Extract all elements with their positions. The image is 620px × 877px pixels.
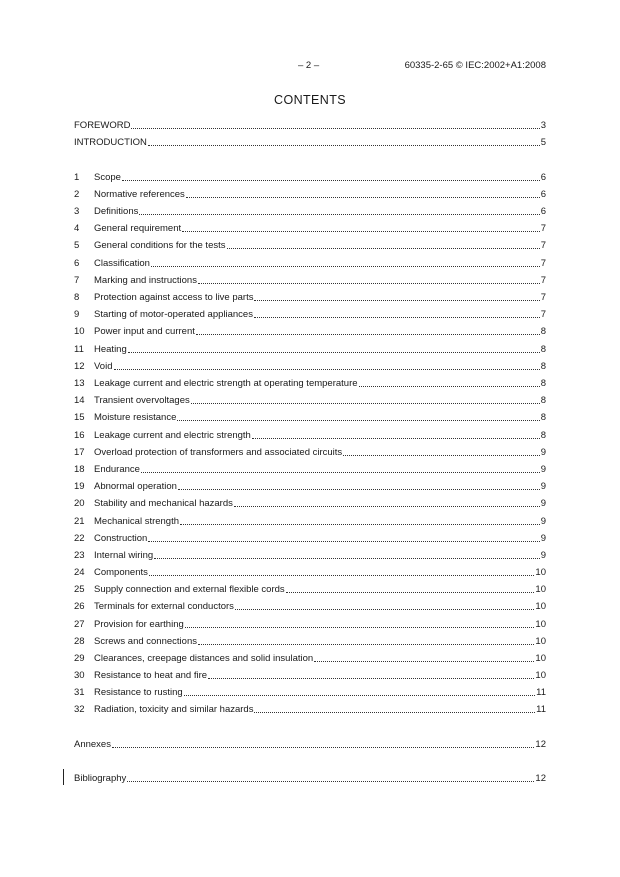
toc-entry-clause[interactable] [74, 702, 546, 716]
toc-page-number: 9 [540, 533, 546, 544]
toc-label: Overload protection of transformers and associated circuits [94, 447, 343, 458]
toc-page-number: 9 [540, 464, 546, 475]
toc-entry-clause[interactable] [74, 342, 546, 356]
toc-page-number: 6 [540, 172, 546, 183]
toc-label: Resistance to rusting [94, 687, 183, 698]
toc-page-number: 8 [540, 378, 546, 389]
toc-page-number: 7 [540, 223, 546, 234]
toc-page-number: 3 [540, 120, 546, 131]
toc-entry-clause[interactable] [74, 238, 546, 252]
toc-leader-dots [254, 300, 539, 301]
toc-label: Void [94, 361, 113, 372]
toc-leader-dots [186, 197, 540, 198]
toc-entry-clause[interactable] [74, 617, 546, 631]
toc-clause-number: 11 [74, 344, 84, 355]
toc-label: Marking and instructions [94, 275, 197, 286]
toc-entry-clause[interactable] [74, 256, 546, 270]
toc-page-number: 10 [535, 636, 546, 647]
toc-entry-clause[interactable] [74, 273, 546, 287]
toc-leader-dots [154, 558, 540, 559]
toc-page-number: 10 [535, 584, 546, 595]
toc-entry-clause[interactable] [74, 187, 546, 201]
toc-leader-dots [254, 317, 540, 318]
toc-label: Terminals for external conductors [94, 601, 234, 612]
toc-clause-number: 21 [74, 516, 85, 527]
toc-clause-number: 24 [74, 567, 85, 578]
toc-clause-number: 29 [74, 653, 85, 664]
toc-label: General conditions for the tests [94, 240, 226, 251]
toc-entry-clause[interactable] [74, 496, 546, 510]
toc-leader-dots [148, 145, 540, 146]
toc-clause-number: 10 [74, 326, 85, 337]
toc-label: Definitions [94, 206, 139, 217]
toc-leader-dots [184, 695, 535, 696]
toc-leader-dots [198, 283, 540, 284]
toc-page-number: 5 [540, 137, 546, 148]
toc-page-number: 11 [536, 687, 546, 698]
document-identifier: 60335-2-65 © IEC:2002+A1:2008 [404, 60, 546, 71]
toc-leader-dots [235, 609, 535, 610]
toc-page-number: 7 [540, 258, 546, 269]
toc-entry-clause[interactable] [74, 668, 546, 682]
toc-label: FOREWORD [74, 120, 131, 131]
toc-leader-dots [343, 455, 540, 456]
toc-page-number: 7 [540, 309, 546, 320]
toc-leader-dots [191, 403, 540, 404]
toc-clause-number: 25 [74, 584, 85, 595]
toc-page-number: 6 [540, 189, 546, 200]
toc-entry-clause[interactable] [74, 634, 546, 648]
toc-leader-dots [252, 438, 540, 439]
toc-page-number: 8 [540, 412, 546, 423]
toc-label: INTRODUCTION [74, 137, 147, 148]
toc-label: Radiation, toxicity and similar hazards [94, 704, 254, 715]
toc-entry-clause[interactable] [74, 651, 546, 665]
toc-leader-dots [127, 781, 534, 782]
toc-label: Screws and connections [94, 636, 197, 647]
toc-page-number: 10 [535, 567, 546, 578]
toc-entry-introduction[interactable] [74, 135, 546, 149]
toc-leader-dots [198, 644, 534, 645]
toc-label: Stability and mechanical hazards [94, 498, 233, 509]
toc-clause-number: 20 [74, 498, 85, 509]
toc-leader-dots [182, 231, 540, 232]
toc-label: General requirement [94, 223, 182, 234]
toc-entry-clause[interactable] [74, 531, 546, 545]
toc-entry-bibliography[interactable] [74, 771, 546, 785]
toc-clause-number: 26 [74, 601, 85, 612]
toc-leader-dots [180, 524, 540, 525]
toc-page-number: 12 [535, 739, 546, 750]
toc-leader-dots [234, 506, 540, 507]
toc-page-number: 8 [540, 344, 546, 355]
toc-clause-number: 6 [74, 258, 80, 269]
page-header [0, 60, 620, 74]
toc-leader-dots [314, 661, 534, 662]
toc-entry-clause[interactable] [74, 428, 546, 442]
toc-label: Power input and current [94, 326, 195, 337]
toc-page-number: 8 [540, 395, 546, 406]
toc-entry-foreword[interactable] [74, 118, 546, 132]
toc-label: Classification [94, 258, 150, 269]
toc-label: Heating [94, 344, 127, 355]
toc-entry-clause[interactable] [74, 204, 546, 218]
toc-page-number: 9 [540, 516, 546, 527]
toc-leader-dots [227, 248, 540, 249]
toc-label: Scope [94, 172, 121, 183]
toc-page-number: 9 [540, 447, 546, 458]
toc-clause-number: 9 [74, 309, 80, 320]
toc-page-number: 6 [540, 206, 546, 217]
toc-clause-number: 23 [74, 550, 85, 561]
toc-label: Mechanical strength [94, 516, 180, 527]
toc-leader-dots [196, 334, 540, 335]
toc-entry-clause[interactable] [74, 410, 546, 424]
contents-title: CONTENTS [274, 93, 346, 107]
toc-page-number: 9 [540, 481, 546, 492]
toc-entry-clause[interactable] [74, 599, 546, 613]
toc-entry-clause[interactable] [74, 359, 546, 373]
toc-entry-clause[interactable] [74, 565, 546, 579]
toc-label: Resistance to heat and fire [94, 670, 208, 681]
toc-page-number: 11 [536, 704, 546, 715]
toc-leader-dots [148, 541, 539, 542]
toc-entry-clause[interactable] [74, 170, 546, 184]
toc-entry-clause[interactable] [74, 376, 546, 390]
toc-page-number: 7 [540, 292, 546, 303]
toc-clause-number: 1 [74, 172, 80, 183]
toc-leader-dots [151, 266, 540, 267]
toc-label: Endurance [94, 464, 140, 475]
toc-label: Bibliography [74, 773, 127, 784]
toc-leader-dots [177, 420, 539, 421]
toc-leader-dots [254, 712, 535, 713]
toc-leader-dots [112, 747, 534, 748]
toc-entry-clause[interactable] [74, 462, 546, 476]
toc-entry-clause[interactable] [74, 445, 546, 459]
toc-clause-number: 5 [74, 240, 80, 251]
toc-clause-number: 15 [74, 412, 85, 423]
toc-leader-dots [286, 592, 535, 593]
toc-leader-dots [131, 128, 539, 129]
toc-entry-clause[interactable] [74, 324, 546, 338]
toc-label: Leakage current and electric strength at operating temperature [94, 378, 358, 389]
toc-clause-number: 7 [74, 275, 80, 286]
toc-clause-number: 4 [74, 223, 80, 234]
toc-leader-dots [128, 352, 540, 353]
toc-clause-number: 28 [74, 636, 85, 647]
toc-clause-number: 3 [74, 206, 80, 217]
page-number: – 2 – [298, 60, 320, 71]
toc-page-number: 8 [540, 430, 546, 441]
toc-clause-number: 19 [74, 481, 85, 492]
toc-leader-dots [141, 472, 540, 473]
toc-label: Abnormal operation [94, 481, 177, 492]
toc-label: Starting of motor-operated appliances [94, 309, 253, 320]
toc-page-number: 10 [535, 653, 546, 664]
toc-entry-clause[interactable] [74, 290, 546, 304]
toc-page-number: 8 [540, 361, 546, 372]
toc-page-number: 12 [535, 773, 546, 784]
toc-leader-dots [114, 369, 540, 370]
toc-clause-number: 22 [74, 533, 85, 544]
toc-leader-dots [122, 180, 540, 181]
toc-page-number: 8 [540, 326, 546, 337]
toc-leader-dots [359, 386, 540, 387]
toc-page-number: 10 [535, 601, 546, 612]
toc-label: Supply connection and external flexible cords [94, 584, 285, 595]
toc-leader-dots [178, 489, 540, 490]
toc-entry-clause[interactable] [74, 479, 546, 493]
toc-label: Transient overvoltages [94, 395, 190, 406]
toc-entry-annexes[interactable] [74, 737, 546, 751]
toc-clause-number: 30 [74, 670, 85, 681]
toc-clause-number: 32 [74, 704, 85, 715]
toc-leader-dots [149, 575, 535, 576]
toc-page-number: 10 [535, 619, 546, 630]
toc-leader-dots [139, 214, 539, 215]
toc-label: Provision for earthing [94, 619, 184, 630]
toc-entry-clause[interactable] [74, 221, 546, 235]
toc-clause-number: 18 [74, 464, 85, 475]
toc-clause-number: 27 [74, 619, 85, 630]
toc-clause-number: 16 [74, 430, 85, 441]
toc-entry-clause[interactable] [74, 393, 546, 407]
toc-label: Clearances, creepage distances and solid insulation [94, 653, 314, 664]
toc-clause-number: 31 [74, 687, 85, 698]
toc-label: Leakage current and electric strength [94, 430, 251, 441]
toc-label: Construction [94, 533, 148, 544]
toc-clause-number: 2 [74, 189, 80, 200]
toc-entry-clause[interactable] [74, 548, 546, 562]
toc-clause-number: 14 [74, 395, 85, 406]
change-bar [63, 769, 64, 785]
toc-page-number: 7 [540, 240, 546, 251]
toc-clause-number: 13 [74, 378, 85, 389]
toc-label: Protection against access to live parts [94, 292, 254, 303]
toc-clause-number: 8 [74, 292, 80, 303]
toc-entry-clause[interactable] [74, 582, 546, 596]
toc-label: Annexes [74, 739, 111, 750]
toc-page-number: 9 [540, 550, 546, 561]
toc-entry-clause[interactable] [74, 685, 546, 699]
toc-page-number: 7 [540, 275, 546, 286]
toc-leader-dots [208, 678, 534, 679]
toc-label: Normative references [94, 189, 185, 200]
toc-page-number: 10 [535, 670, 546, 681]
toc-entry-clause[interactable] [74, 514, 546, 528]
toc-label: Moisture resistance [94, 412, 177, 423]
toc-label: Components [94, 567, 148, 578]
toc-clause-number: 17 [74, 447, 85, 458]
toc-entry-clause[interactable] [74, 307, 546, 321]
toc-label: Internal wiring [94, 550, 154, 561]
toc-clause-number: 12 [74, 361, 85, 372]
toc-leader-dots [185, 627, 535, 628]
toc-page-number: 9 [540, 498, 546, 509]
